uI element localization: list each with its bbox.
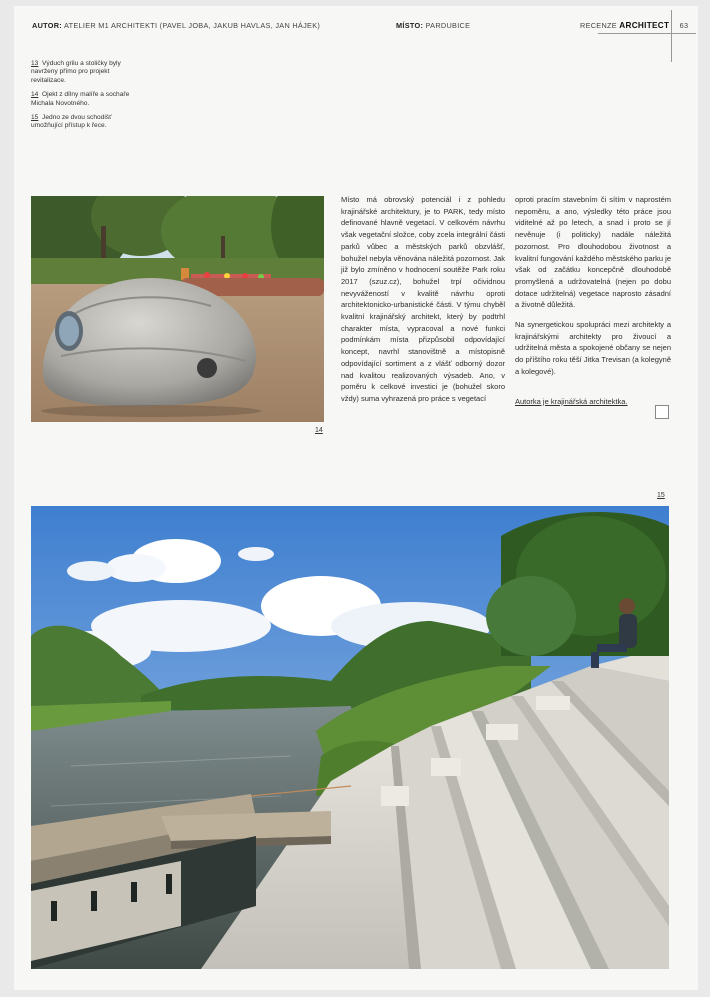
caption-15 [31, 114, 141, 131]
header-horizontal-rule [598, 33, 696, 34]
caption-text: Výduch grilu a stoličky byly navrženy přímo pro projekt revitalizace. [31, 60, 121, 84]
photo-14-illustration [31, 196, 324, 422]
figure-number-14: 14 [315, 427, 323, 434]
captions [31, 60, 141, 137]
end-of-article-mark [655, 405, 669, 419]
article-column-1 [341, 194, 505, 413]
figure-number-15: 15 [657, 492, 665, 499]
header-section [580, 21, 688, 30]
paragraph: Na synergetickou spolupráci mezi architekty a krajinářskými architekty pro živoucí a udržitelná města a spokojené občany se nejen do příštího roku těší Jitka Trevisan (a kolegyně a kolegové). [515, 320, 671, 376]
paragraph: Místo má obrovský potenciál i z pohledu krajinářské architektury, je to PARK, tedy místo definované hlavně vegetací. V celkovém návrhu však vegetační složce, coby zcela integrální části parků vůbec a městských parků obzvlášť, bohužel nebyla věnována náležitá pozornost. Jak již bylo zmíněno v hodnocení soutěže Park roku 2017 (szuz.cz), bohužel trpí očividnou nevyvážeností v kvalitě návrhu oproti architektonicko-urbanistické části. V týmu chyběl kvalitní krajinářský architekt, který by podtrhl charakter místa, vypracoval a nové funkci podmínkám místa přizpůsobil odpovídající koncept, navrhl stanovištně a místopisně odpovídající sortiment a z vlášť odborný dozor nad kvalitou realizovaných výsadeb. Ano, v poměru k celkové investici je (bohužel skoro vždy) suma vyhrazená pro práce s vegetací [341, 195, 505, 403]
author-note: Autorka je krajinářská architektka. [515, 396, 628, 406]
header-author [32, 21, 320, 30]
place-label: MÍSTO: [396, 21, 424, 30]
photo-river-steps [31, 506, 669, 969]
magazine-name: ARCHITECT [619, 21, 670, 30]
caption-number: 14 [31, 91, 39, 99]
caption-13 [31, 60, 141, 85]
author-label: AUTOR: [32, 21, 63, 30]
caption-number: 15 [31, 114, 39, 122]
caption-text: Ojekt z dílny malíře a sochaře Michala Novotného. [31, 91, 130, 107]
article-column-2 [515, 194, 671, 415]
header-vertical-rule [671, 10, 672, 62]
section-label: RECENZE [580, 21, 617, 30]
caption-text: Jedno ze dvou schodišť umožňující přístup k řece. [31, 114, 112, 130]
place-value: PARDUBICE [425, 21, 471, 30]
photo-playground-sculpture [31, 196, 324, 422]
caption-number: 13 [31, 60, 39, 67]
author-value: ATELIER M1 ARCHITEKTI (PAVEL JOBA, JAKUB HAVLAS, JAN HÁJEK) [63, 21, 321, 30]
header-place [396, 21, 470, 30]
photo-15-illustration [31, 506, 669, 969]
caption-14 [31, 91, 141, 108]
page-number: 63 [679, 21, 689, 30]
paragraph: oproti pracím stavebním či sítím v naprostém nepoměru, a ano, výsledky této práce jsou viditelné až po letech, a snad i proto se jí nevěnuje (i politicky) nadále náležitá pozornost. Pro dlouhodobou životnost a kvalitní fungování každého městského parku je však od začátku koncepčně dlouhodobě promyšlená a udržovatelná (nejen po dobu dotace udržitelná) vegetace naprosto zásadní a životně důležitá. [515, 195, 671, 310]
